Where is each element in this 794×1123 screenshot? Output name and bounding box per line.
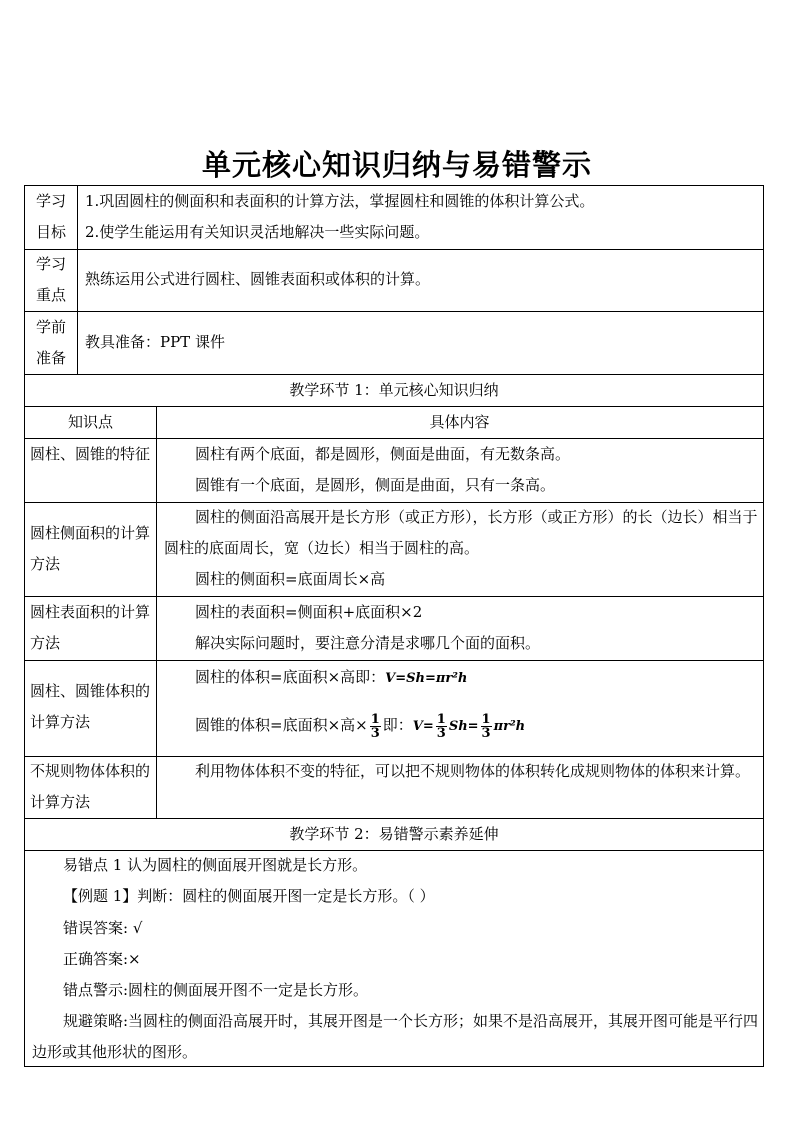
- row-divider: [25, 249, 763, 250]
- cone-volume-formula: [195, 705, 525, 747]
- row-label: 学习: [35, 255, 66, 273]
- cell-text: 圆锥有一个底面，是圆形，侧面是曲面，只有一条高。: [195, 476, 556, 494]
- column-header: 知识点: [67, 413, 113, 431]
- knowledge-point: 不规则物体体积的计算方法: [30, 762, 151, 811]
- formula-text: 圆锥的体积=底面积×高×: [195, 716, 368, 734]
- formula-math: V=Sh=πr²h: [385, 671, 468, 686]
- col-divider: [77, 186, 78, 374]
- row-label: 准备: [35, 349, 66, 367]
- column-header: 具体内容: [429, 413, 490, 431]
- mistake-point: 易错点 1 认为圆柱的侧面展开图就是长方形。: [63, 856, 368, 874]
- cell-text: 1.巩固圆柱的侧面积和表面积的计算方法，掌握圆柱和圆锥的体积计算公式。: [85, 192, 595, 210]
- example-question: 【例题 1】判断：圆柱的侧面展开图一定是长方形。（ ）: [63, 887, 435, 905]
- formula-math: Sh=: [448, 719, 479, 734]
- lesson-table: [24, 185, 764, 1067]
- wrong-answer: 错误答案: √: [63, 919, 143, 937]
- fraction-one-third: $\frac{1}{3}$: [436, 711, 446, 741]
- avoidance-strategy: 规避策略:当圆柱的侧面沿高展开时，其展开图是一个长方形；如果不是沿高展开，其展开图可能是平行四边形或其他形状的图形。: [32, 1012, 759, 1061]
- row-label: 学前: [35, 318, 66, 336]
- formula-math: V=: [412, 719, 434, 734]
- mistake-warning: 错点警示:圆柱的侧面展开图不一定是长方形。: [63, 981, 369, 999]
- cell-text: 圆柱的侧面沿高展开是长方形（或正方形），长方形（或正方形）的长（边长）相当于圆柱的底面周长，宽（边长）相当于圆柱的高。: [164, 508, 758, 557]
- row-label: 重点: [35, 286, 66, 304]
- section-heading: 教学环节 1：单元核心知识归纳: [289, 381, 499, 399]
- row-label: 学习: [35, 192, 66, 210]
- cell-text: 解决实际问题时，要注意分清是求哪几个面的面积。: [195, 634, 541, 652]
- cell-text: 利用物体体积不变的特征，可以把不规则物体的体积转化成规则物体的体积来计算。: [195, 762, 751, 780]
- formula-text: 圆柱的体积=底面积×高即：: [195, 668, 386, 686]
- knowledge-point: 圆柱、圆锥体积的计算方法: [30, 682, 151, 731]
- row-label: 目标: [35, 223, 66, 241]
- page-title: 单元核心知识归纳与易错警示: [201, 148, 592, 182]
- knowledge-point: 圆柱侧面积的计算方法: [30, 524, 151, 573]
- fraction-one-third: $\frac{1}{3}$: [481, 711, 491, 741]
- correct-answer: 正确答案:×: [63, 950, 141, 968]
- fraction-one-third: $\frac{1}{3}$: [370, 711, 380, 741]
- cell-text: 圆柱的侧面积=底面周长×高: [195, 570, 386, 588]
- formula-math: πr²h: [493, 719, 526, 734]
- cell-text: 圆柱有两个底面，都是圆形，侧面是曲面，有无数条高。: [195, 445, 571, 463]
- cylinder-volume-formula: [195, 662, 467, 694]
- knowledge-point: 圆柱、圆锥的特征: [30, 445, 151, 463]
- col-divider: [156, 406, 157, 818]
- knowledge-point: 圆柱表面积的计算方法: [30, 603, 151, 652]
- cell-text: 圆柱的表面积=侧面积+底面积×2: [195, 603, 423, 621]
- cell-text: 熟练运用公式进行圆柱、圆锥表面积或体积的计算。: [85, 270, 431, 288]
- cell-text: 教具准备：PPT 课件: [85, 333, 225, 351]
- row-divider: [25, 660, 763, 661]
- section-heading: 教学环节 2：易错警示素养延伸: [289, 825, 499, 843]
- formula-text: 即：: [382, 716, 413, 734]
- cell-text: 2.使学生能运用有关知识灵活地解决一些实际问题。: [85, 223, 430, 241]
- row-divider: [25, 311, 763, 312]
